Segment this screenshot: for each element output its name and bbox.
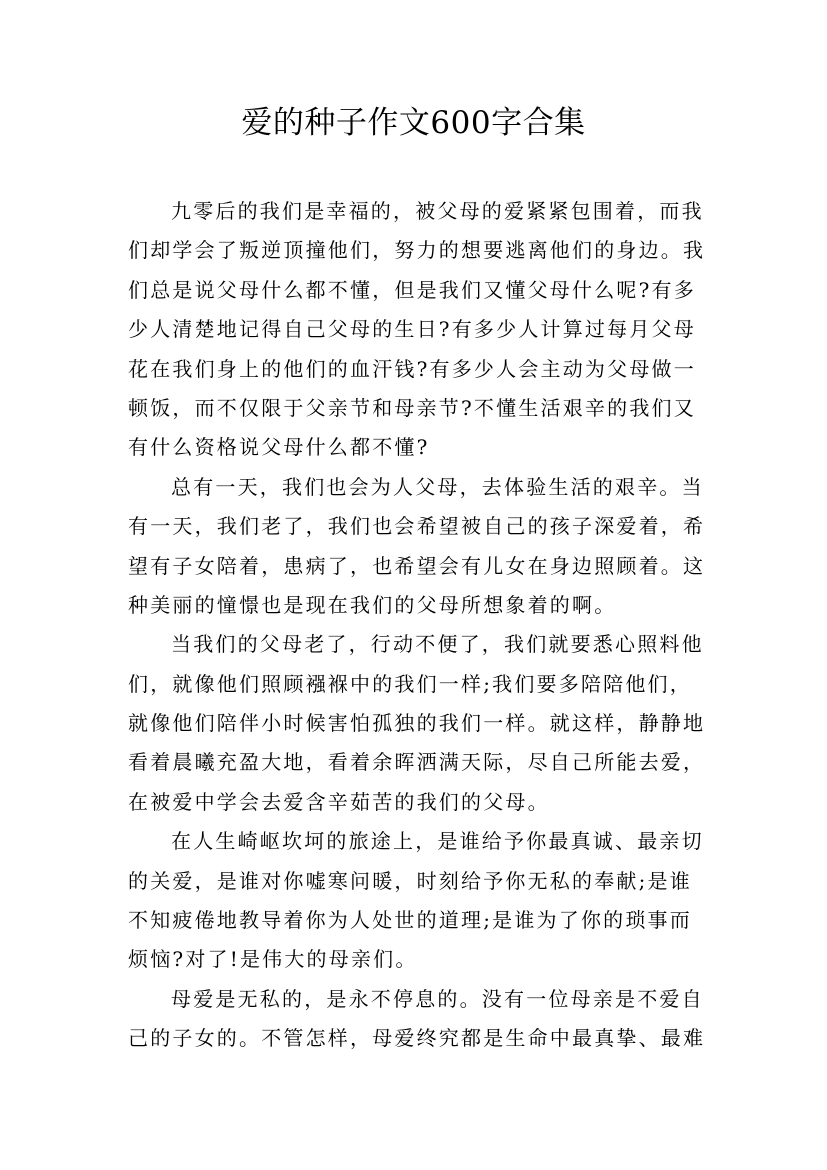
text-line: 总有一天，我们也会为人父母，去体验生活的艰辛。当 — [171, 474, 704, 499]
text-line: 们却学会了叛逆顶撞他们，努力的想要逃离他们的身边。我 — [128, 238, 706, 263]
text-line: 少人清楚地记得自己父母的生日?有多少人计算过每月父母 — [128, 317, 696, 342]
paragraph-1 — [128, 192, 718, 468]
paragraph-3 — [128, 625, 718, 822]
text-line: 花在我们身上的他们的血汗钱?有多少人会主动为父母做一 — [128, 356, 696, 381]
text-line: 种美丽的憧憬也是现在我们的父母所想象着的啊。 — [128, 592, 617, 617]
text-line: 们，就像他们照顾襁褓中的我们一样;我们要多陪陪他们， — [128, 671, 692, 696]
paragraph-2 — [128, 468, 718, 626]
text-line: 就像他们陪伴小时候害怕孤独的我们一样。就这样，静静地 — [128, 711, 706, 736]
document-title: 爱的种子作文600字合集 — [241, 105, 586, 141]
text-line: 当我们的父母老了，行动不便了，我们就要悉心照料他 — [171, 632, 704, 657]
text-line: 看着晨曦充盈大地，看着余晖洒满天际，尽自己所能去爱， — [128, 750, 706, 775]
text-line: 己的子女的。不管怎样，母爱终究都是生命中最真挚、最难 — [128, 1026, 706, 1051]
text-line: 们总是说父母什么都不懂，但是我们又懂父母什么呢?有多 — [128, 277, 696, 302]
paragraph-4 — [128, 822, 718, 980]
text-line: 母爱是无私的，是永不停息的。没有一位母亲是不爱自 — [171, 986, 704, 1011]
text-line: 在人生崎岖坎坷的旅途上，是谁给予你最真诚、最亲切 — [171, 829, 704, 854]
text-line: 烦恼?对了!是伟大的母亲们。 — [128, 947, 418, 972]
text-line: 不知疲倦地教导着你为人处世的道理;是谁为了你的琐事而 — [128, 908, 692, 933]
text-line: 在被爱中学会去爱含辛茹苦的我们的父母。 — [128, 789, 550, 814]
text-line: 的关爱，是谁对你嘘寒问暖，时刻给予你无私的奉献;是谁 — [128, 868, 692, 893]
document-body — [128, 192, 718, 1059]
text-line: 顿饭，而不仅限于父亲节和母亲节?不懂生活艰辛的我们又 — [128, 395, 696, 420]
text-line: 有什么资格说父母什么都不懂? — [128, 435, 430, 460]
text-line: 望有子女陪着，患病了，也希望会有儿女在身边照顾着。这 — [128, 553, 706, 578]
text-line: 九零后的我们是幸福的，被父母的爱紧紧包围着，而我 — [171, 199, 704, 223]
paragraph-5 — [128, 980, 718, 1059]
text-line: 有一天，我们老了，我们也会希望被自己的孩子深爱着，希 — [128, 514, 706, 539]
